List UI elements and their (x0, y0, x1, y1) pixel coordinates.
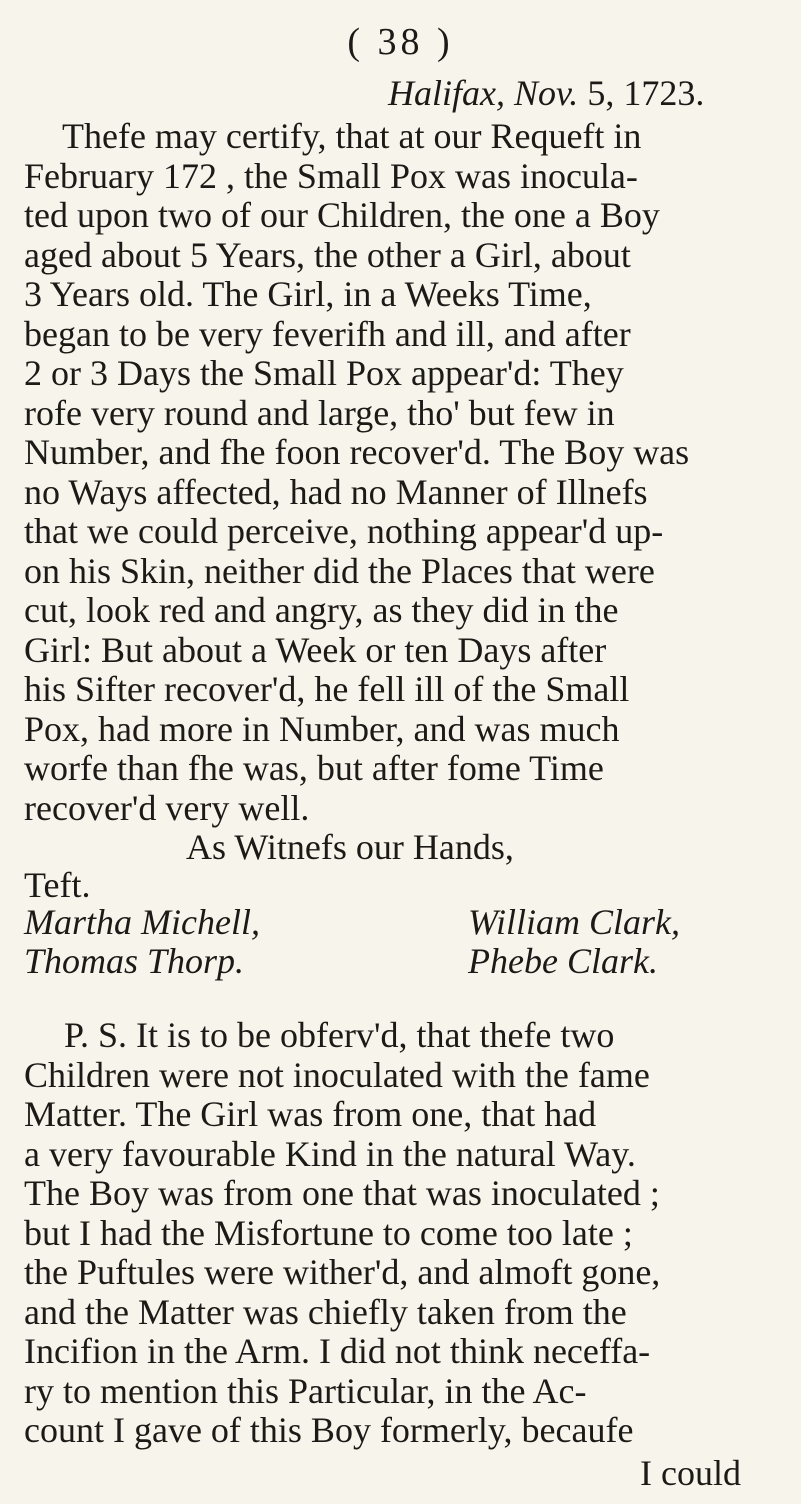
ps-line: The Boy was from one that was inoculated ; (24, 1173, 660, 1214)
body-line: Girl: But about a Week or ten Days after (24, 629, 607, 670)
body-line: ted upon two of our Children, the one a Boy (24, 195, 660, 236)
dateline-month: Nov. (513, 73, 579, 113)
body-line: on his Skin, neither did the Places that were (24, 550, 655, 591)
ps-line: but I had the Misfortune to come too late ; (24, 1212, 633, 1253)
body-line: his Sifter recover'd, he fell ill of the Small (24, 669, 630, 710)
body-line: that we could perceive, nothing appear'd up- (24, 511, 664, 552)
body-line: recover'd very well. (24, 787, 310, 828)
signature-left-2: Thomas Thorp. (24, 941, 245, 982)
ps-line: the Puftules were wither'd, and almoft gone, (24, 1252, 661, 1293)
test-label: Teft. (24, 864, 91, 905)
ps-line: and the Matter was chiefly taken from the (24, 1291, 627, 1332)
body-line: cut, look red and angry, as they did in the (24, 590, 619, 631)
body-line: February 172 , the Small Pox was inocula- (24, 155, 638, 196)
body-line: 3 Years old. The Girl, in a Weeks Time, (24, 274, 592, 315)
body-line: Pox, had more in Number, and was much (24, 708, 620, 749)
ps-line: ry to mention this Particular, in the Ac- (24, 1370, 587, 1411)
ps-line: Incifion in the Arm. I did not think neceffa- (24, 1331, 651, 1372)
body-line: began to be very feverifh and ill, and after (24, 313, 631, 354)
signature-left-1: Martha Michell, (24, 901, 260, 942)
body-line: Thefe may certify, that at our Requeft in (62, 116, 642, 156)
body-line: worfe than fhe was, but after fome Time (24, 748, 604, 789)
body-line: rofe very round and large, tho' but few in (24, 392, 615, 433)
witness-line: As Witnefs our Hands, (186, 827, 514, 868)
body-line: aged about 5 Years, the other a Girl, about (24, 234, 631, 275)
dateline-date: 5, 1723. (587, 73, 705, 113)
signature-right-2: Phebe Clark. (468, 941, 658, 982)
catchword: I could (640, 1453, 741, 1493)
page-number: ( 38 ) (347, 21, 454, 63)
body-line: Number, and fhe foon recover'd. The Boy was (24, 432, 690, 473)
ps-line: a very favourable Kind in the natural Way. (24, 1133, 636, 1174)
ps-line: Matter. The Girl was from one, that had (24, 1094, 597, 1135)
body-line: 2 or 3 Days the Small Pox appear'd: They (24, 353, 624, 394)
body-line: no Ways affected, had no Manner of Illnefs (24, 471, 648, 512)
dateline (388, 72, 704, 114)
dateline-place: Halifax, (388, 73, 505, 113)
ps-line: count I gave of this Boy formerly, becaufe (24, 1410, 634, 1451)
ps-line: Children were not inoculated with the fame (24, 1054, 650, 1095)
signature-right-1: William Clark, (468, 901, 681, 942)
ps-line: P. S. It is to be obferv'd, that thefe two (64, 1015, 615, 1056)
